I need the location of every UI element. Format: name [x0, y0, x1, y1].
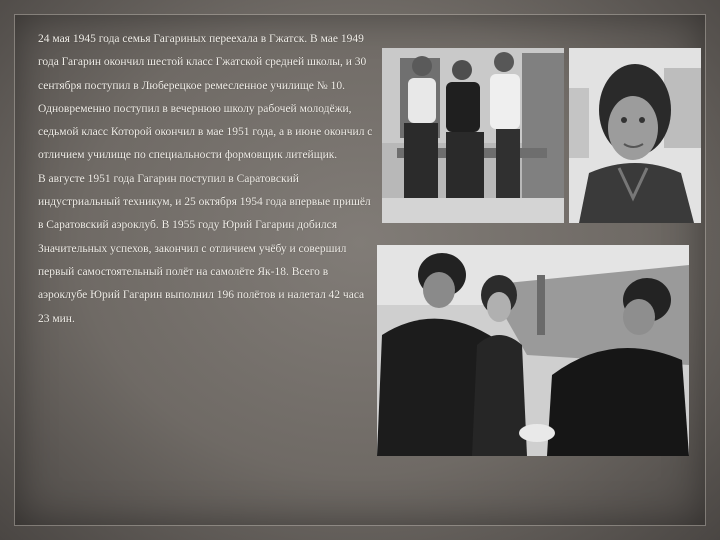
photo-three-young-men [382, 48, 564, 223]
biography-text [38, 28, 378, 331]
paragraph-2: В августе 1951 года Гагарин поступил в Саратовский индустриальный техникум, и 25 октября 1954 года впервые пришёл в Саратовский аэроклуб. В 1955 году Юрий Гагарин добился Значительных успехов, закончил с отличием учёбу и совершил первый самостоятельный полёт на самолёте Як-18. Всего в аэроклубе Юрий Гагарин выполнил 196 полётов и налетал 42 часа 23 мин. [38, 172, 371, 325]
photo-aviators-handshake [377, 245, 689, 456]
paragraph-1: 24 мая 1945 года семья Гагариных переехала в Гжатск. В мае 1949 года Гагарин окончил шестой класс Гжатской средней школы, и 30 сентября поступил в Люберецкое ремесленное училище № 10. Одновременно поступил в вечернюю школу рабочей молодёжи, седьмой класс Которой окончил в мае 1951 года, а в июне окончил с отличием училище по специальности формовщик литейщик. [38, 33, 373, 162]
photo-portrait-helmet [569, 48, 701, 223]
